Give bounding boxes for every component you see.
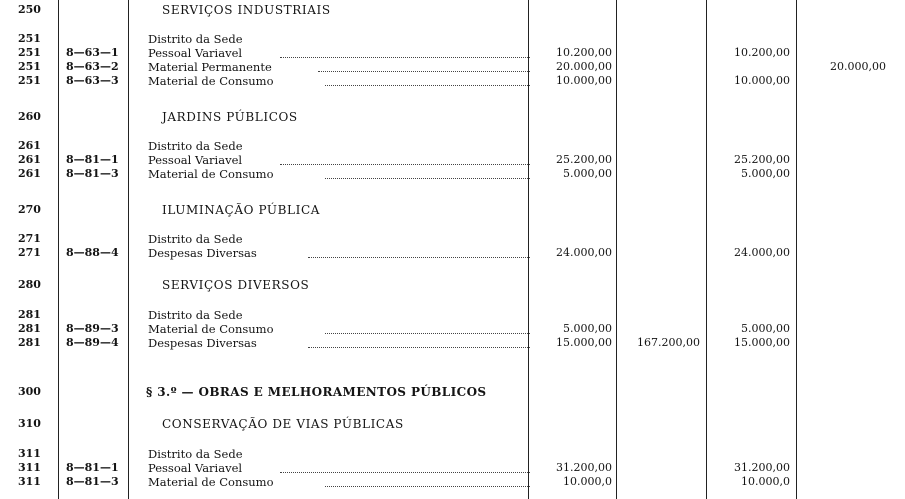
row-code: 300 bbox=[18, 385, 41, 398]
table-row bbox=[0, 74, 905, 88]
row-code: 251 bbox=[18, 74, 41, 87]
row-subcode: 8—63—3 bbox=[66, 74, 119, 87]
amount-c1: 15.000,00 bbox=[556, 336, 612, 349]
row-description: Pessoal Variavel bbox=[148, 46, 243, 60]
table-row bbox=[0, 475, 905, 489]
row-description: Despesas Diversas bbox=[148, 246, 257, 260]
row-code: 281 bbox=[18, 308, 41, 321]
row-description: Pessoal Variavel bbox=[148, 153, 243, 167]
amount-c3: 10.200,00 bbox=[734, 46, 790, 59]
row-code: 310 bbox=[18, 417, 41, 430]
row-code: 311 bbox=[18, 475, 41, 488]
amount-c1: 25.200,00 bbox=[556, 153, 612, 166]
table-row bbox=[0, 139, 905, 153]
amount-c3: 10.000,0 bbox=[741, 475, 790, 488]
amount-c1: 5.000,00 bbox=[563, 167, 612, 180]
row-description: Distrito da Sede bbox=[148, 139, 243, 153]
row-subcode: 8—63—1 bbox=[66, 46, 119, 59]
amount-c1: 10.200,00 bbox=[556, 46, 612, 59]
row-code: 261 bbox=[18, 153, 41, 166]
row-code: 250 bbox=[18, 3, 41, 16]
table-row bbox=[0, 385, 905, 399]
table-row bbox=[0, 461, 905, 475]
row-code: 270 bbox=[18, 203, 41, 216]
table-row bbox=[0, 278, 905, 292]
table-row bbox=[0, 167, 905, 181]
table-row bbox=[0, 46, 905, 60]
row-description: Distrito da Sede bbox=[148, 32, 243, 46]
amount-c2: 167.200,00 bbox=[637, 336, 700, 349]
row-code: 280 bbox=[18, 278, 41, 291]
dot-leader bbox=[308, 338, 530, 348]
row-code: 261 bbox=[18, 167, 41, 180]
amount-c1: 24.000,00 bbox=[556, 246, 612, 259]
table-row bbox=[0, 336, 905, 350]
row-subcode: 8—81—3 bbox=[66, 167, 119, 180]
row-code: 281 bbox=[18, 322, 41, 335]
table-row bbox=[0, 308, 905, 322]
dot-leader bbox=[325, 477, 530, 487]
section-heading: SERVIÇOS DIVERSOS bbox=[162, 278, 310, 292]
amount-c1: 31.200,00 bbox=[556, 461, 612, 474]
row-description: Material de Consumo bbox=[148, 167, 274, 181]
row-code: 271 bbox=[18, 246, 41, 259]
row-code: 251 bbox=[18, 32, 41, 45]
table-row bbox=[0, 110, 905, 124]
amount-c4: 20.000,00 bbox=[830, 60, 886, 73]
row-description: Material de Consumo bbox=[148, 74, 274, 88]
dot-leader bbox=[280, 463, 530, 473]
amount-c3: 24.000,00 bbox=[734, 246, 790, 259]
row-subcode: 8—89—3 bbox=[66, 322, 119, 335]
amount-c3: 15.000,00 bbox=[734, 336, 790, 349]
row-description: Material de Consumo bbox=[148, 322, 274, 336]
row-code: 311 bbox=[18, 461, 41, 474]
amount-c3: 5.000,00 bbox=[741, 322, 790, 335]
table-row bbox=[0, 60, 905, 74]
row-code: 281 bbox=[18, 336, 41, 349]
table-row bbox=[0, 153, 905, 167]
row-subcode: 8—89—4 bbox=[66, 336, 119, 349]
amount-c3: 5.000,00 bbox=[741, 167, 790, 180]
dot-leader bbox=[318, 62, 530, 72]
row-description: Despesas Diversas bbox=[148, 336, 257, 350]
row-code: 261 bbox=[18, 139, 41, 152]
row-code: 251 bbox=[18, 46, 41, 59]
amount-c1: 10.000,00 bbox=[556, 74, 612, 87]
row-subcode: 8—81—1 bbox=[66, 153, 119, 166]
table-row bbox=[0, 232, 905, 246]
section-heading: § 3.º — OBRAS E MELHORAMENTOS PÚBLICOS bbox=[146, 385, 487, 399]
row-description: Material de Consumo bbox=[148, 475, 274, 489]
section-heading: JARDINS PÚBLICOS bbox=[162, 110, 298, 124]
dot-leader bbox=[325, 169, 530, 179]
amount-c3: 31.200,00 bbox=[734, 461, 790, 474]
row-code: 271 bbox=[18, 232, 41, 245]
row-code: 260 bbox=[18, 110, 41, 123]
dot-leader bbox=[280, 48, 530, 58]
dot-leader bbox=[325, 76, 530, 86]
dot-leader bbox=[280, 155, 530, 165]
row-description: Material Permanente bbox=[148, 60, 272, 74]
row-subcode: 8—81—3 bbox=[66, 475, 119, 488]
row-code: 311 bbox=[18, 447, 41, 460]
row-description: Distrito da Sede bbox=[148, 232, 243, 246]
amount-c1: 20.000,00 bbox=[556, 60, 612, 73]
row-subcode: 8—81—1 bbox=[66, 461, 119, 474]
dot-leader bbox=[308, 248, 530, 258]
section-heading: ILUMINAÇÃO PÚBLICA bbox=[162, 203, 321, 217]
row-description: Distrito da Sede bbox=[148, 447, 243, 461]
table-row bbox=[0, 246, 905, 260]
section-heading: SERVIÇOS INDUSTRIAIS bbox=[162, 3, 331, 17]
table-row bbox=[0, 203, 905, 217]
row-description: Distrito da Sede bbox=[148, 308, 243, 322]
amount-c3: 25.200,00 bbox=[734, 153, 790, 166]
table-row bbox=[0, 322, 905, 336]
table-row bbox=[0, 417, 905, 431]
row-description: Pessoal Variavel bbox=[148, 461, 243, 475]
row-subcode: 8—88—4 bbox=[66, 246, 119, 259]
amount-c1: 5.000,00 bbox=[563, 322, 612, 335]
table-row bbox=[0, 447, 905, 461]
amount-c3: 10.000,00 bbox=[734, 74, 790, 87]
table-row bbox=[0, 3, 905, 17]
row-subcode: 8—63—2 bbox=[66, 60, 119, 73]
dot-leader bbox=[325, 324, 530, 334]
row-code: 251 bbox=[18, 60, 41, 73]
table-row bbox=[0, 32, 905, 46]
section-heading: CONSERVAÇÃO DE VIAS PÚBLICAS bbox=[162, 417, 404, 431]
amount-c1: 10.000,0 bbox=[563, 475, 612, 488]
